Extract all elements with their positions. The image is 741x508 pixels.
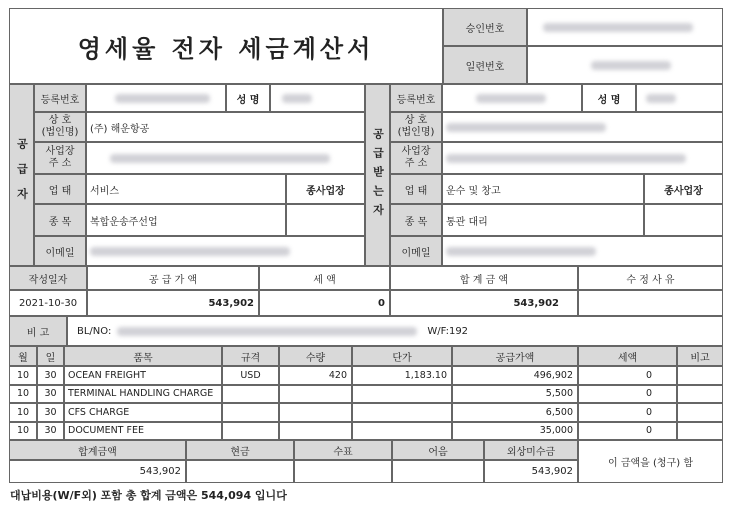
item-row-3-note	[677, 422, 723, 441]
footer-note: 대납비용(W/F외) 포함 총 합계 금액은 544,094 입니다	[10, 489, 287, 502]
reason-value	[578, 290, 723, 316]
supplier-address-value	[86, 142, 365, 174]
supplier-address-label: 사업장 주 소	[34, 142, 86, 174]
supplier-name-value	[270, 84, 365, 112]
item-row-1-month: 10	[9, 385, 37, 404]
serial-value	[527, 46, 723, 84]
item-row-0-tax: 0	[578, 366, 677, 385]
totals-credit-label: 외상미수금	[484, 440, 578, 460]
supplier-bizitem-label: 종 목	[34, 204, 86, 236]
buyer-email-label: 이메일	[390, 236, 442, 266]
buyer-biztype-label: 업 태	[390, 174, 442, 204]
item-row-3-day: 30	[37, 422, 64, 441]
item-row-1-qty	[279, 385, 352, 404]
invoice-title-box	[9, 8, 443, 84]
buyer-branch-label: 종사업장	[644, 174, 723, 204]
supplier-biztype-value: 서비스	[86, 174, 286, 204]
buyer-name-label: 성 명	[582, 84, 636, 112]
totals-cash-label: 현금	[186, 440, 294, 460]
item-row-1-tax: 0	[578, 385, 677, 404]
item-row-3-tax: 0	[578, 422, 677, 441]
item-row-0-spec: USD	[222, 366, 279, 385]
item-row-2-supply: 6,500	[452, 403, 578, 422]
item-row-3-unit-price	[352, 422, 452, 441]
item-row-3-supply: 35,000	[452, 422, 578, 441]
bl-prefix: BL/NO:	[77, 325, 112, 337]
remark-value	[67, 316, 723, 346]
item-row-2-note	[677, 403, 723, 422]
item-row-0-item: OCEAN FREIGHT	[64, 366, 222, 385]
item-row-2-month: 10	[9, 403, 37, 422]
item-row-2-qty	[279, 403, 352, 422]
item-row-0-unit-price: 1,183.10	[352, 366, 452, 385]
reason-label: 수 정 사 유	[578, 266, 723, 290]
item-row-2-item: CFS CHARGE	[64, 403, 222, 422]
buyer-biztype-value: 운수 및 창고	[442, 174, 644, 204]
supplier-company-label: 상 호 (법인명)	[34, 112, 86, 142]
invoice-title: 영세율 전자 세금계산서	[77, 34, 375, 63]
item-row-3-month: 10	[9, 422, 37, 441]
buyer-email-value	[442, 236, 723, 266]
buyer-company-label: 상 호 (법인명)	[390, 112, 442, 142]
buyer-side-label: 공급받는자	[365, 84, 390, 266]
buyer-branch-value	[644, 204, 723, 236]
item-row-3-item: DOCUMENT FEE	[64, 422, 222, 441]
supplier-reg-label: 등록번호	[34, 84, 86, 112]
item-row-0-note	[677, 366, 723, 385]
col-item: 품목	[64, 346, 222, 366]
item-row-2-spec	[222, 403, 279, 422]
col-qty: 수량	[279, 346, 352, 366]
total-label: 합 계 금 액	[390, 266, 578, 290]
item-row-3-spec	[222, 422, 279, 441]
col-note: 비고	[677, 346, 723, 366]
date-value: 2021-10-30	[9, 290, 87, 316]
approval-value	[527, 8, 723, 46]
totals-total-value: 543,902	[9, 460, 186, 483]
bl-number-redacted	[117, 327, 417, 336]
col-unit-price: 단가	[352, 346, 452, 366]
col-spec: 규격	[222, 346, 279, 366]
col-supply: 공급가액	[452, 346, 578, 366]
tax-value: 0	[259, 290, 390, 316]
item-row-0-qty: 420	[279, 366, 352, 385]
item-row-0-month: 10	[9, 366, 37, 385]
item-row-1-item: TERMINAL HANDLING CHARGE	[64, 385, 222, 404]
tax-label: 세 액	[259, 266, 390, 290]
totals-check-label: 수표	[294, 440, 392, 460]
col-month: 월	[9, 346, 37, 366]
totals-credit-value: 543,902	[484, 460, 578, 483]
item-row-0-day: 30	[37, 366, 64, 385]
supplier-company-value: (주) 해운항공	[86, 112, 365, 142]
totals-total-label: 합계금액	[9, 440, 186, 460]
supplier-bizitem-value: 복합운송주선업	[86, 204, 286, 236]
item-row-0-supply: 496,902	[452, 366, 578, 385]
buyer-company-value	[442, 112, 723, 142]
totals-check-value	[294, 460, 392, 483]
totals-cash-value	[186, 460, 294, 483]
totals-note-value	[392, 460, 484, 483]
supply-value: 543,902	[87, 290, 259, 316]
supplier-side-label: 공급자	[9, 84, 34, 266]
item-row-2-tax: 0	[578, 403, 677, 422]
totals-claim-text: 이 금액을 (청구) 함	[578, 440, 723, 483]
total-value: 543,902	[390, 290, 578, 316]
remark-label: 비 고	[9, 316, 67, 346]
wf-value: W/F:192	[427, 325, 469, 337]
date-label: 작성일자	[9, 266, 87, 290]
supplier-reg-value	[86, 84, 226, 112]
item-row-1-day: 30	[37, 385, 64, 404]
item-row-1-note	[677, 385, 723, 404]
serial-label: 일련번호	[443, 46, 527, 84]
supplier-branch-value	[286, 204, 365, 236]
supplier-email-label: 이메일	[34, 236, 86, 266]
item-row-3-qty	[279, 422, 352, 441]
item-row-2-unit-price	[352, 403, 452, 422]
buyer-address-value	[442, 142, 723, 174]
supplier-branch-label: 종사업장	[286, 174, 365, 204]
col-day: 일	[37, 346, 64, 366]
approval-label: 승인번호	[443, 8, 527, 46]
buyer-bizitem-label: 종 목	[390, 204, 442, 236]
buyer-bizitem-value: 통관 대리	[442, 204, 644, 236]
buyer-address-label: 사업장 주 소	[390, 142, 442, 174]
buyer-name-value	[636, 84, 723, 112]
item-row-1-supply: 5,500	[452, 385, 578, 404]
supplier-email-value	[86, 236, 365, 266]
item-row-1-unit-price	[352, 385, 452, 404]
item-row-1-spec	[222, 385, 279, 404]
buyer-reg-value	[442, 84, 582, 112]
item-row-2-day: 30	[37, 403, 64, 422]
buyer-reg-label: 등록번호	[390, 84, 442, 112]
supplier-name-label: 성 명	[226, 84, 270, 112]
totals-note-label: 어음	[392, 440, 484, 460]
supply-label: 공 급 가 액	[87, 266, 259, 290]
supplier-biztype-label: 업 태	[34, 174, 86, 204]
col-tax: 세액	[578, 346, 677, 366]
